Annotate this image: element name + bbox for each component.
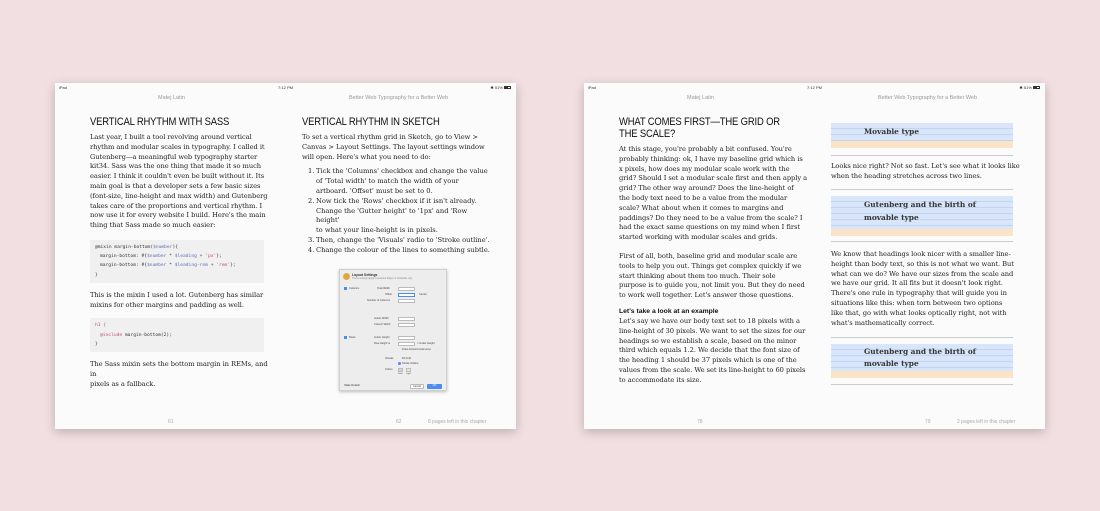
list-item: 3. Then, change the 'Visuals' radio to 'Stroke outline'.: [308, 235, 490, 244]
baseline-grid-demo: [831, 196, 1013, 236]
dialog-title: Layout Settings: [352, 273, 378, 277]
demo-heading: Gutenberg and the birth of movable type: [864, 200, 976, 222]
gutter-width-label: Gutter Width: [374, 317, 389, 320]
device-label: iPad: [59, 85, 68, 90]
gutter-height-label: Gutter Height: [374, 336, 390, 339]
center-label: Center: [419, 293, 427, 296]
column-width-field: [398, 323, 415, 327]
demo-heading: Gutenberg and the birth of movable type: [864, 347, 976, 368]
offset-label: Offset: [385, 293, 392, 296]
light-swatch: [406, 368, 411, 372]
visuals-label: Visuals: [385, 357, 394, 360]
divider: [831, 155, 1013, 156]
page-62: [302, 116, 492, 256]
status-time: 7:12 PM: [807, 85, 822, 90]
paragraph: Looks nice right? Not so fast. Let's see what it looks like when the heading stretches across two lines.: [831, 162, 1020, 180]
grid-lines: [831, 344, 1013, 378]
x-gutter-label: × Gutter Height: [417, 342, 435, 345]
subheading: Let's take a look at an example: [619, 307, 719, 315]
stroke-outline-label: Stroke Outline: [402, 362, 419, 365]
device-label: iPad: [588, 85, 597, 90]
code-block: h1 { @include margin-bottom(2); }: [90, 318, 264, 352]
columns-label: Columns: [349, 287, 360, 290]
status-right: [490, 85, 511, 90]
baseline-grid-demo: [831, 123, 1013, 148]
make-default-button: Make Default: [344, 384, 360, 387]
running-header-title: Better Web Typography for a Better Web: [349, 95, 449, 101]
row-height-field: [398, 342, 415, 346]
pages-left: 2 pages left in this chapter: [957, 419, 1016, 425]
ok-button: OK: [427, 384, 442, 389]
total-width-label: Total Width: [377, 287, 390, 290]
running-header-title: Better Web Typography for a Better Web: [878, 95, 978, 101]
rows-label: Rows: [349, 336, 356, 339]
page-number: 78: [697, 419, 703, 425]
cancel-button: Cancel: [410, 384, 424, 389]
dark-swatch: [398, 368, 403, 372]
paragraph: This is the mixin I used a lot. Gutenberg has similar mixins for other margins and padding as well.: [90, 290, 264, 309]
divider: [831, 384, 1013, 385]
grid-lines: [831, 123, 1013, 148]
baseline-grid-demo: [831, 344, 1013, 378]
status-time: 7:12 PM: [278, 85, 293, 90]
rows-checkbox: [344, 336, 347, 339]
page-heading: WHAT COMES FIRST—THE GRID OR THE SCALE?: [619, 116, 780, 140]
gutter-width-field: [398, 317, 415, 321]
demo-heading: Movable type: [864, 127, 920, 136]
running-header-author: Matej Latin: [158, 95, 185, 101]
colors-label: Colors: [385, 368, 393, 371]
paragraph: At this stage, you're probably a bit confused. You're probably thinking: ok, I have my baseline grid which is x pixels, how does my modular scale work with the grid? Should I set a modular scale first and then apply a grid? The other way around? Does the line-height of the body text need to be a value from the modular scale? What about when it comes to margins and paddings? Do they need to be a value from the scale? I had the exact same questions on my mind when I first started working with modular scales and grids.: [619, 145, 808, 242]
num-columns-label: Number of Columns: [367, 299, 391, 302]
column-width-label: Column Width: [374, 323, 391, 326]
layout-settings-dialog: [339, 269, 447, 391]
battery-percent: 51%: [494, 85, 503, 90]
grid-baseline-band: [831, 371, 1013, 378]
grid-lines: [831, 196, 1013, 236]
list-item: 2. Now tick the 'Rows' checkbox if it isn't already. Change the 'Gutter height' to '1px' and 'Row height' to what your line-height is in pixels.: [308, 196, 477, 235]
sketch-icon: [343, 273, 350, 280]
list-item: 1. Tick the 'Columns' checkbox and change the value of 'Total width' to match the width of your artboard. 'Offset' must be set to 0.: [308, 167, 488, 195]
pages-left: 8 pages left in this chapter: [428, 419, 487, 425]
page-number: 79: [925, 419, 931, 425]
status-bar: [55, 83, 516, 91]
grid-baseline-band: [831, 229, 1013, 236]
battery-icon: [1033, 86, 1040, 89]
page-heading: VERTICAL RHYTHM WITH SASS: [90, 116, 230, 128]
divider: [831, 337, 1013, 338]
paragraph: First of all, both, baseline grid and modular scale are tools to help you out. Things get complex quickly if we start thinking about them too much. Their sole purpose is to guide you, not limit you. But they do need to work well together. Let's answer those questions.: [619, 251, 805, 300]
fill-grid-label: Fill Grid: [402, 357, 411, 360]
battery-percent: 51%: [1023, 85, 1032, 90]
running-header-author: Matej Latin: [687, 95, 714, 101]
gutter-height-field: [398, 336, 415, 340]
paragraph: Last year, I built a tool revolving around vertical rhythm and modular scales in typography. I called it Gutenberg—a meaningful web typography starter kit34. Sass was the one thing that made it so much easier. I think it couldn't even be built without it. Its main goal is that a developer sets a few basic sizes (font-size, line-height and max width) and Gutenberg takes care of the proportions and vertical rhythm. I now use it for every website I build. Here's the main thing that Sass made so much easier:: [90, 133, 268, 230]
dark-label: Dark: [398, 373, 403, 375]
bluetooth-icon: ✱: [1019, 85, 1023, 90]
page-78: [619, 116, 809, 386]
divider: [831, 241, 1013, 242]
divider: [831, 189, 1013, 190]
dialog-subtitle: These settings apply to selected Pages or Artboards only: [352, 277, 413, 280]
page-heading: VERTICAL RHYTHM IN SKETCH: [302, 116, 440, 128]
status-right: [1019, 85, 1040, 90]
columns-checkbox: [344, 287, 347, 290]
row-height-label: Row Height is: [374, 342, 391, 345]
grid-baseline-band: [831, 141, 1013, 148]
offset-field: [398, 293, 415, 297]
stroke-outline-radio: [398, 362, 401, 365]
paragraph: To set a vertical rhythm grid in Sketch, go to View > Canvas > Layout Settings. The layout settings window will open. Here's what you need to do:: [302, 133, 485, 161]
total-width-field: [398, 287, 415, 291]
list-item: 4. Change the colour of the lines to something subtle.: [308, 245, 490, 254]
page-number: 61: [168, 419, 174, 425]
steps-list: [302, 167, 492, 255]
code-block: @mixin margin-bottom($number){ margin-bottom: #{$number * $leading + 'px'}; margin-bottom: #{$number * $leading-rem + 'rem'}; }: [90, 240, 264, 283]
num-columns-field: [398, 299, 415, 303]
status-bar: [584, 83, 1045, 91]
bluetooth-icon: ✱: [490, 85, 494, 90]
paragraph: We know that headings look nicer with a smaller line- height than body text, so this is not what we want. But what can we do? We have our sizes from the scale and we have our grid. It all fits but it doesn't look right. There's one rule in typography that will guide you in situations like this: when torn between two options like that, go with what looks optically right, not with what's mathematically correct.: [831, 250, 1014, 327]
page-number: 62: [396, 419, 402, 425]
paragraph: Let's say we have our body text set to 18 pixels with a line-height of 30 pixels. We want to set the sizes for our headings so we establish a scale, based on the minor third which equals 1.2. We decide that the font size of the heading 1 should be 37 pixels which is one of the values from the scale. We set its line-height to 60 pixels to accommodate its size.: [619, 316, 806, 384]
page-61: [90, 116, 274, 389]
draw-all-label: Draw All Horizontal Lines: [402, 348, 431, 351]
light-label: Light: [406, 373, 411, 375]
paragraph: The Sass mixin sets the bottom margin in REMs, and in pixels as a fallback.: [90, 359, 268, 388]
battery-icon: [504, 86, 511, 89]
